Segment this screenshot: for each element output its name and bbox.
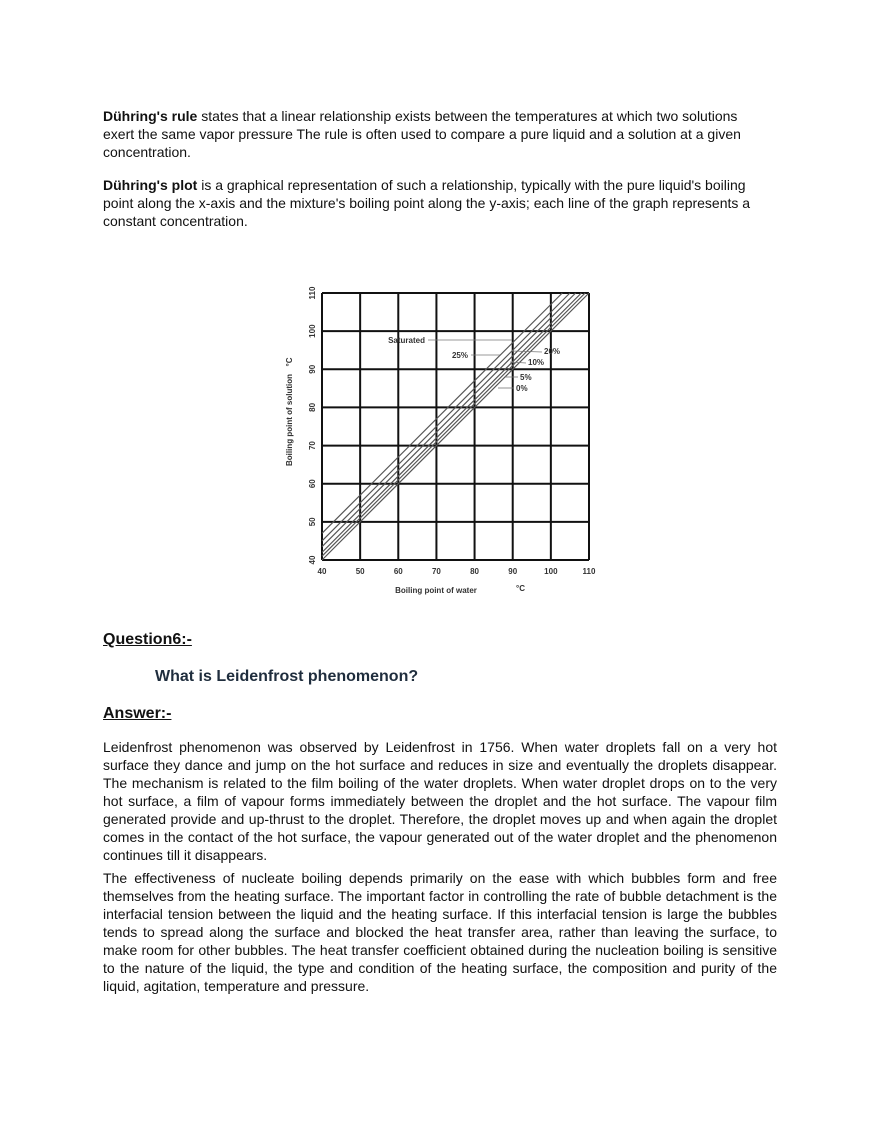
- y-tick-label: 60: [308, 479, 317, 489]
- x-tick-label: 50: [355, 567, 365, 576]
- series-label: Saturated: [388, 336, 425, 345]
- series-line-saturated: [322, 293, 562, 533]
- x-axis-unit: °C: [516, 584, 525, 593]
- y-tick-label: 110: [308, 286, 317, 300]
- paragraph-text: states that a linear relationship exists between the temperatures at which two solutions exert the same vapor pressure The rule is often used to compare a pure liquid and a solution at a given concentration.: [103, 108, 741, 160]
- x-tick-label: 110: [582, 567, 596, 576]
- y-axis-unit: °C: [285, 357, 294, 367]
- answer-heading: Answer:-: [103, 705, 172, 722]
- duhring-chart: [280, 280, 610, 610]
- x-tick-label: 100: [544, 567, 558, 576]
- term-duhring-rule: Dühring's rule: [103, 108, 198, 124]
- answer-paragraph-2: The effectiveness of nucleate boiling depends primarily on the ease with which bubbles form and free themselves from the heating surface. The important factor in controlling the rate of bubble detachment is the interfacial tension between the liquid and the heating surface. If this interfacial tension is large the bubbles tends to spread along the surface and blocked the heat transfer area, rather than leaving the surface, to make room for other bubbles. The heat transfer coefficient obtained during the nucleation boiling is sensitive to the nature of the liquid, the type and condition of the heating surface, the composition and purity of the liquid, agitation, temperature and pressure.: [103, 870, 777, 994]
- series-line-0pct: [322, 293, 589, 560]
- answer-paragraph-1: Leidenfrost phenomenon was observed by Leidenfrost in 1756. When water droplets fall on a very hot surface they dance and jump on the hot surface and reduces in size and eventually the droplets disappear. The mechanism is related to the film boiling of the water droplets. When water droplet drops on to the very hot surface, a film of vapour forms immediately between the droplet and the hot surface. The vapour film generated provide and up-thrust to the droplet. Therefore, the droplet moves up and when again the droplet comes in the contact of the hot surface, the vapour generated out of the water droplet and the phenomenon continues till it disappears.: [103, 739, 777, 863]
- y-tick-label: 70: [308, 441, 317, 451]
- x-tick-label: 70: [431, 567, 441, 576]
- x-tick-label: 80: [470, 567, 480, 576]
- y-tick-label: 40: [308, 555, 317, 565]
- series-line-5pct: [322, 293, 585, 556]
- series-label: 20%: [544, 347, 561, 356]
- y-tick-label: 100: [308, 324, 317, 338]
- series-label: 10%: [528, 358, 545, 367]
- x-tick-label: 90: [508, 567, 518, 576]
- x-tick-label: 40: [317, 567, 327, 576]
- y-axis-label: Boiling point of solution: [285, 374, 294, 466]
- duhring-rule-paragraph: [103, 107, 763, 161]
- question-text: What is Leidenfrost phenomenon?: [155, 668, 419, 685]
- paragraph-text: is a graphical representation of such a relationship, typically with the pure liquid's boiling point along the x-axis and the mixture's boiling point along the y-axis; each line of the graph represents a constant concentration.: [103, 177, 751, 229]
- question-heading: Question6:-: [103, 631, 192, 648]
- y-tick-label: 80: [308, 402, 317, 412]
- y-tick-label: 90: [308, 364, 317, 374]
- y-tick-label: 50: [308, 517, 317, 527]
- duhring-plot-paragraph: [103, 176, 779, 230]
- x-tick-label: 60: [393, 567, 403, 576]
- x-axis-label: Boiling point of water: [395, 586, 477, 595]
- series-label: 25%: [451, 351, 468, 360]
- term-duhring-plot: Dühring's plot: [103, 177, 198, 193]
- series-label: 0%: [516, 384, 528, 393]
- series-label: 5%: [520, 373, 532, 382]
